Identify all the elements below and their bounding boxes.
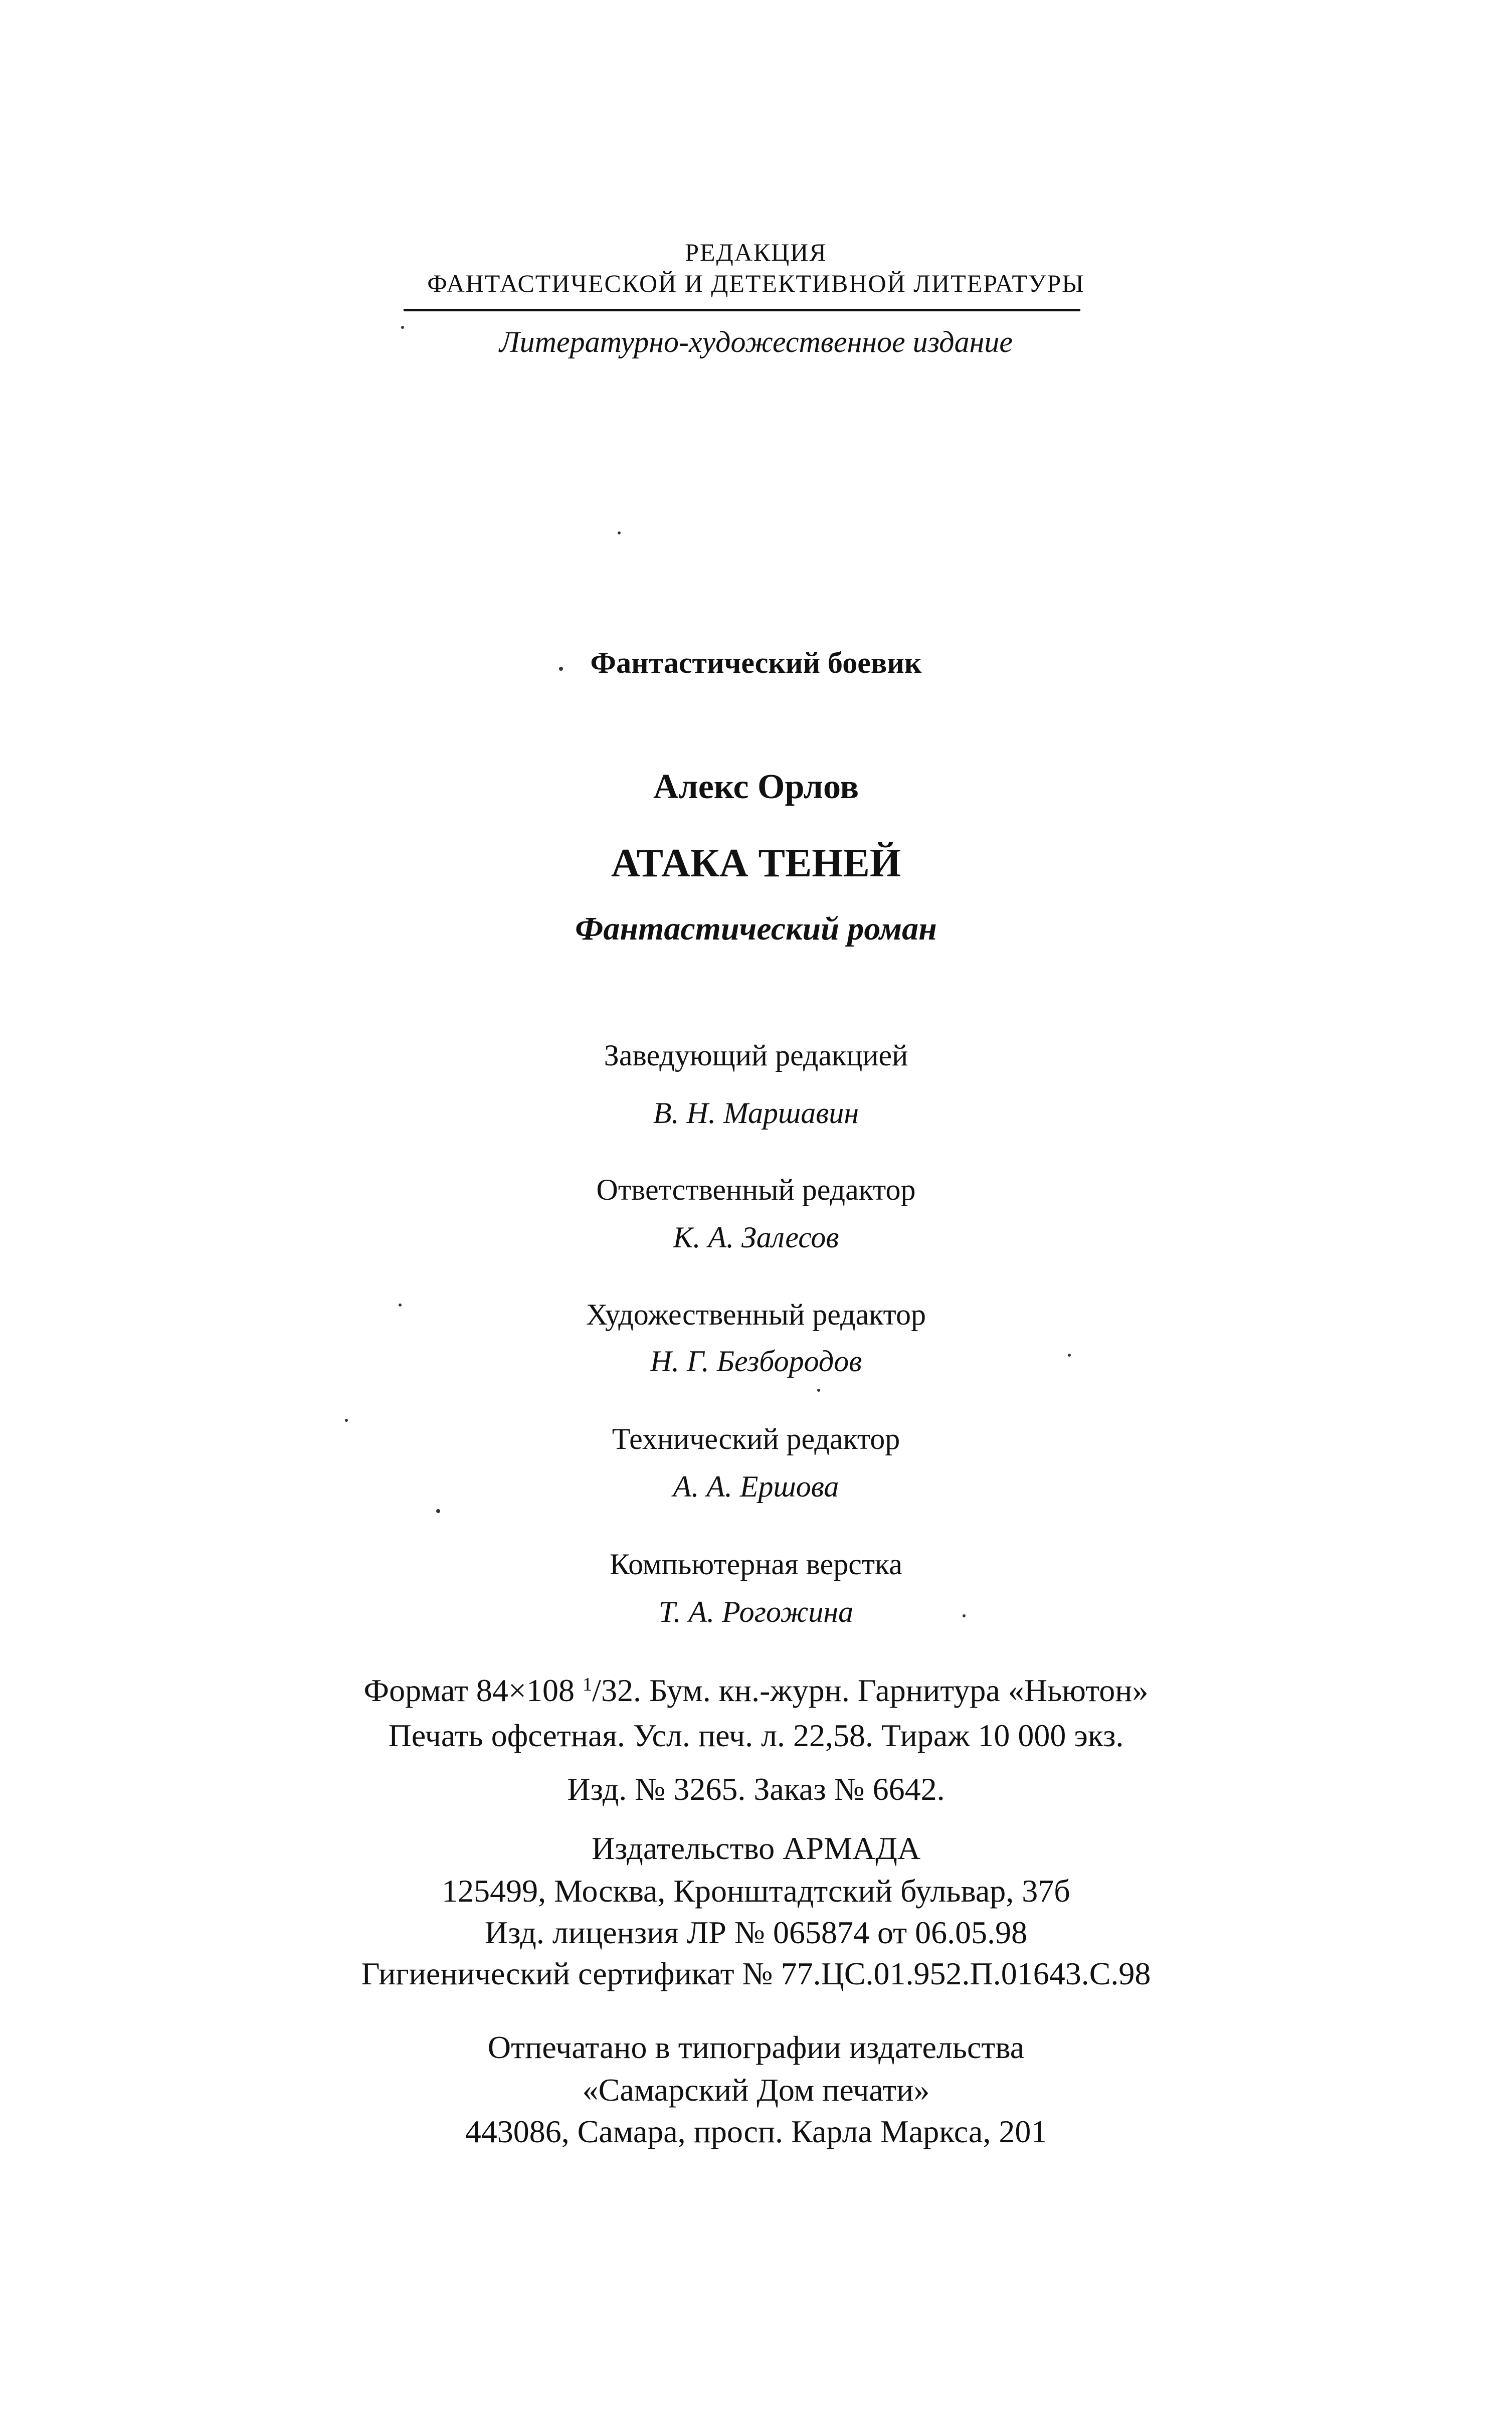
credit-name: Н. Г. Безбородов	[650, 1345, 862, 1378]
publisher-address: 125499, Москва, Кронштадтский бульвар, 37б	[442, 1873, 1070, 1909]
header-line-2: ФАНТАСТИЧЕСКОЙ И ДЕТЕКТИВНОЙ ЛИТЕРАТУРЫ	[427, 269, 1085, 297]
edition-type: Литературно-художественное издание	[499, 325, 1013, 358]
credit-role: Ответственный редактор	[596, 1173, 916, 1206]
scan-speck	[1068, 1354, 1071, 1357]
publisher-name: Издательство АРМАДА	[591, 1830, 921, 1866]
scan-speck	[401, 326, 404, 329]
header-line-1: РЕДАКЦИЯ	[685, 238, 827, 266]
book-author: Алекс Орлов	[653, 768, 859, 806]
publisher-license: Изд. лицензия ЛР № 065874 от 06.05.98	[484, 1915, 1028, 1950]
credit-name: В. Н. Маршавин	[653, 1096, 859, 1130]
publisher-certificate: Гигиенический сертификат № 77.ЦС.01.952.П.01643.С.98	[361, 1956, 1151, 1991]
printer-line-2: «Самарский Дом печати»	[582, 2072, 930, 2108]
scan-speck	[963, 1614, 966, 1617]
credit-role: Художественный редактор	[586, 1298, 926, 1331]
format-line: Формат 84×108 $^1$/32. Бум. кн.-журн. Гарнитура «Ньютон»	[363, 1672, 1149, 1708]
book-genre: Фантастический роман	[575, 910, 937, 947]
credit-name: К. А. Залесов	[673, 1221, 839, 1254]
scan-speck	[399, 1304, 402, 1307]
book-title: АТАКА ТЕНЕЙ	[611, 841, 901, 885]
series-label: Фантастический боевик	[590, 646, 922, 679]
credit-name: Т. А. Рогожина	[658, 1595, 854, 1628]
printer-line-1: Отпечатано в типографии издательства	[487, 2029, 1025, 2065]
scan-speck	[618, 531, 621, 534]
credit-role: Заведующий редакцией	[604, 1039, 908, 1072]
credit-role: Компьютерная верстка	[610, 1548, 902, 1581]
scan-speck	[559, 667, 563, 671]
print-line: Печать офсетная. Усл. печ. л. 22,58. Тираж 10 000 экз.	[388, 1718, 1124, 1753]
scan-speck	[436, 1509, 440, 1513]
scan-speck	[345, 1419, 348, 1422]
printer-line-3: 443086, Самара, просп. Карла Маркса, 201	[465, 2114, 1047, 2149]
credit-role: Технический редактор	[612, 1422, 900, 1455]
header-divider	[404, 309, 1080, 311]
order-line: Изд. № 3265. Заказ № 6642.	[567, 1771, 945, 1807]
scan-speck	[817, 1389, 820, 1392]
credit-name: А. А. Ершова	[673, 1470, 839, 1503]
